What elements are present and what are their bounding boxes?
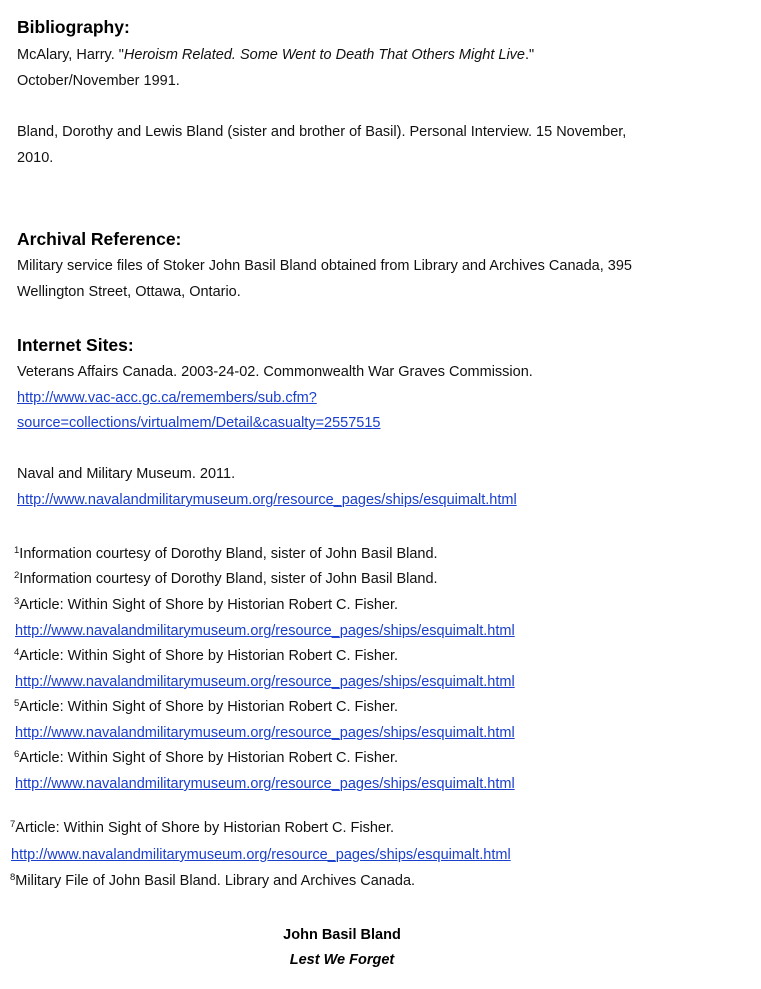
bibliography-entry-bland-line1: Bland, Dorothy and Lewis Bland (sister and brother of Basil). Personal Interview. 15 November,: [17, 124, 627, 140]
memorial-motto: Lest We Forget: [289, 952, 395, 968]
bibliography-heading: Bibliography:: [17, 17, 130, 37]
footnote-text: Information courtesy of Dorothy Bland, sister of John Basil Bland.: [19, 546, 438, 562]
footnote-5: [14, 697, 398, 717]
footnote-number: 5: [14, 698, 20, 709]
footnote-number: 1: [14, 545, 20, 556]
footnote-number: 3: [14, 596, 20, 607]
bibliography-entry-date: October/November 1991.: [17, 73, 180, 89]
internet-site1-link-part2[interactable]: source=collections/virtualmem/Detail&casualty=2557515: [17, 415, 381, 431]
footnote-text: Information courtesy of Dorothy Bland, sister of John Basil Bland.: [19, 571, 438, 587]
footnote-6: [14, 748, 398, 768]
footnote-number: 4: [14, 647, 20, 658]
footnote-text: Military File of John Basil Bland. Library and Archives Canada.: [15, 873, 416, 889]
footnote-1: [14, 544, 438, 564]
footnote-text: Article: Within Sight of Shore by Historian Robert C. Fisher.: [19, 648, 399, 664]
internet-site1-text: Veterans Affairs Canada. 2003-24-02. Commonwealth War Graves Commission.: [17, 364, 533, 380]
entry-suffix: .": [525, 47, 535, 63]
memorial-name: John Basil Bland: [283, 927, 401, 943]
archival-line2: Wellington Street, Ottawa, Ontario.: [17, 284, 241, 300]
internet-site1-link-part1[interactable]: http://www.vac-acc.gc.ca/remembers/sub.cfm?: [17, 390, 317, 406]
footnote-text: Article: Within Sight of Shore by Historian Robert C. Fisher.: [19, 597, 399, 613]
bibliography-entry-bland-line2: 2010.: [17, 150, 54, 166]
footnote-7: [10, 818, 394, 838]
footnote-text: Article: Within Sight of Shore by Historian Robert C. Fisher.: [15, 820, 395, 836]
article-title: Heroism Related. Some Went to Death That Others Might Live: [123, 47, 525, 63]
internet-heading: Internet Sites:: [17, 335, 134, 355]
footnote-text: Article: Within Sight of Shore by Historian Robert C. Fisher.: [19, 750, 399, 766]
footnote-5-link[interactable]: http://www.navalandmilitarymuseum.org/resource_pages/ships/esquimalt.html: [15, 725, 515, 741]
footnote-4-link[interactable]: http://www.navalandmilitarymuseum.org/resource_pages/ships/esquimalt.html: [15, 674, 515, 690]
archival-line1: Military service files of Stoker John Basil Bland obtained from Library and Archives Canada, 395: [17, 258, 632, 274]
internet-site2-text: Naval and Military Museum. 2011.: [17, 466, 236, 482]
footnote-text: Article: Within Sight of Shore by Historian Robert C. Fisher.: [19, 699, 399, 715]
internet-site2-link[interactable]: http://www.navalandmilitarymuseum.org/resource_pages/ships/esquimalt.html: [17, 492, 517, 508]
footnote-8: [10, 871, 415, 891]
archival-heading: Archival Reference:: [17, 229, 182, 249]
footnote-number: 6: [14, 749, 20, 760]
footnote-3-link[interactable]: http://www.navalandmilitarymuseum.org/resource_pages/ships/esquimalt.html: [15, 623, 515, 639]
footnote-6-link[interactable]: http://www.navalandmilitarymuseum.org/resource_pages/ships/esquimalt.html: [15, 776, 515, 792]
footnote-7-link[interactable]: http://www.navalandmilitarymuseum.org/resource_pages/ships/esquimalt.html: [11, 847, 511, 863]
footnote-number: 2: [14, 570, 20, 581]
footnote-2: [14, 569, 438, 589]
footnote-number: 8: [10, 872, 16, 883]
footnote-4: [14, 646, 398, 666]
bibliography-entry-mcalary: [17, 45, 534, 65]
footnote-3: [14, 595, 398, 615]
entry-prefix: McAlary, Harry. ": [17, 47, 124, 63]
footnote-number: 7: [10, 819, 16, 830]
